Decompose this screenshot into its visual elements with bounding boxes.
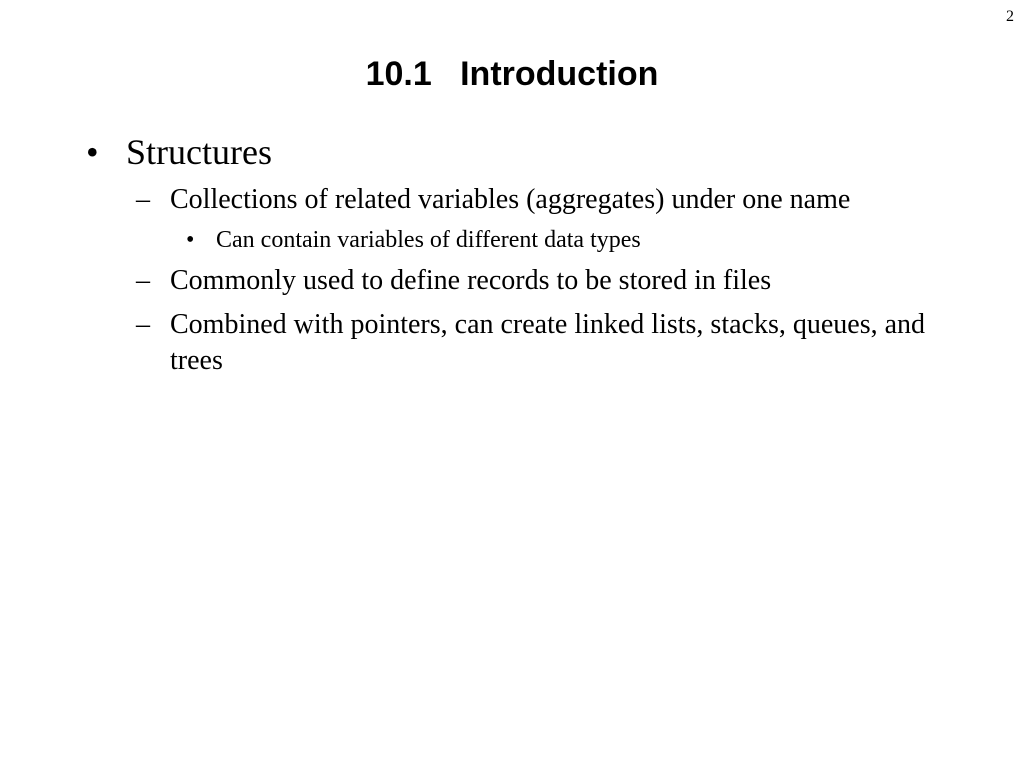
slide-number: 2 (1006, 8, 1014, 25)
dash-marker: – (136, 309, 150, 340)
sub-sub-item-data-types (86, 225, 966, 255)
sub-item-collections (86, 182, 966, 218)
sub-item-records (86, 263, 966, 299)
bullet-text: Structures (126, 132, 272, 172)
bullet-marker: • (86, 132, 99, 172)
sub-item-text: Collections of related variables (aggregates) under one name (170, 184, 851, 215)
sub-sub-item-text: Can contain variables of different data types (216, 227, 641, 253)
sub-item-text: Commonly used to define records to be stored in files (170, 265, 772, 296)
bullet-item-structures (86, 130, 966, 174)
sub-item-text: Combined with pointers, can create linked lists, stacks, queues, and trees (170, 309, 926, 376)
bullet-marker: • (186, 227, 195, 253)
bullet-list (86, 130, 966, 379)
slide-title: 10.1 Introduction (365, 55, 659, 93)
dash-marker: – (136, 265, 150, 296)
dash-marker: – (136, 184, 150, 215)
sub-item-pointers (86, 307, 966, 379)
